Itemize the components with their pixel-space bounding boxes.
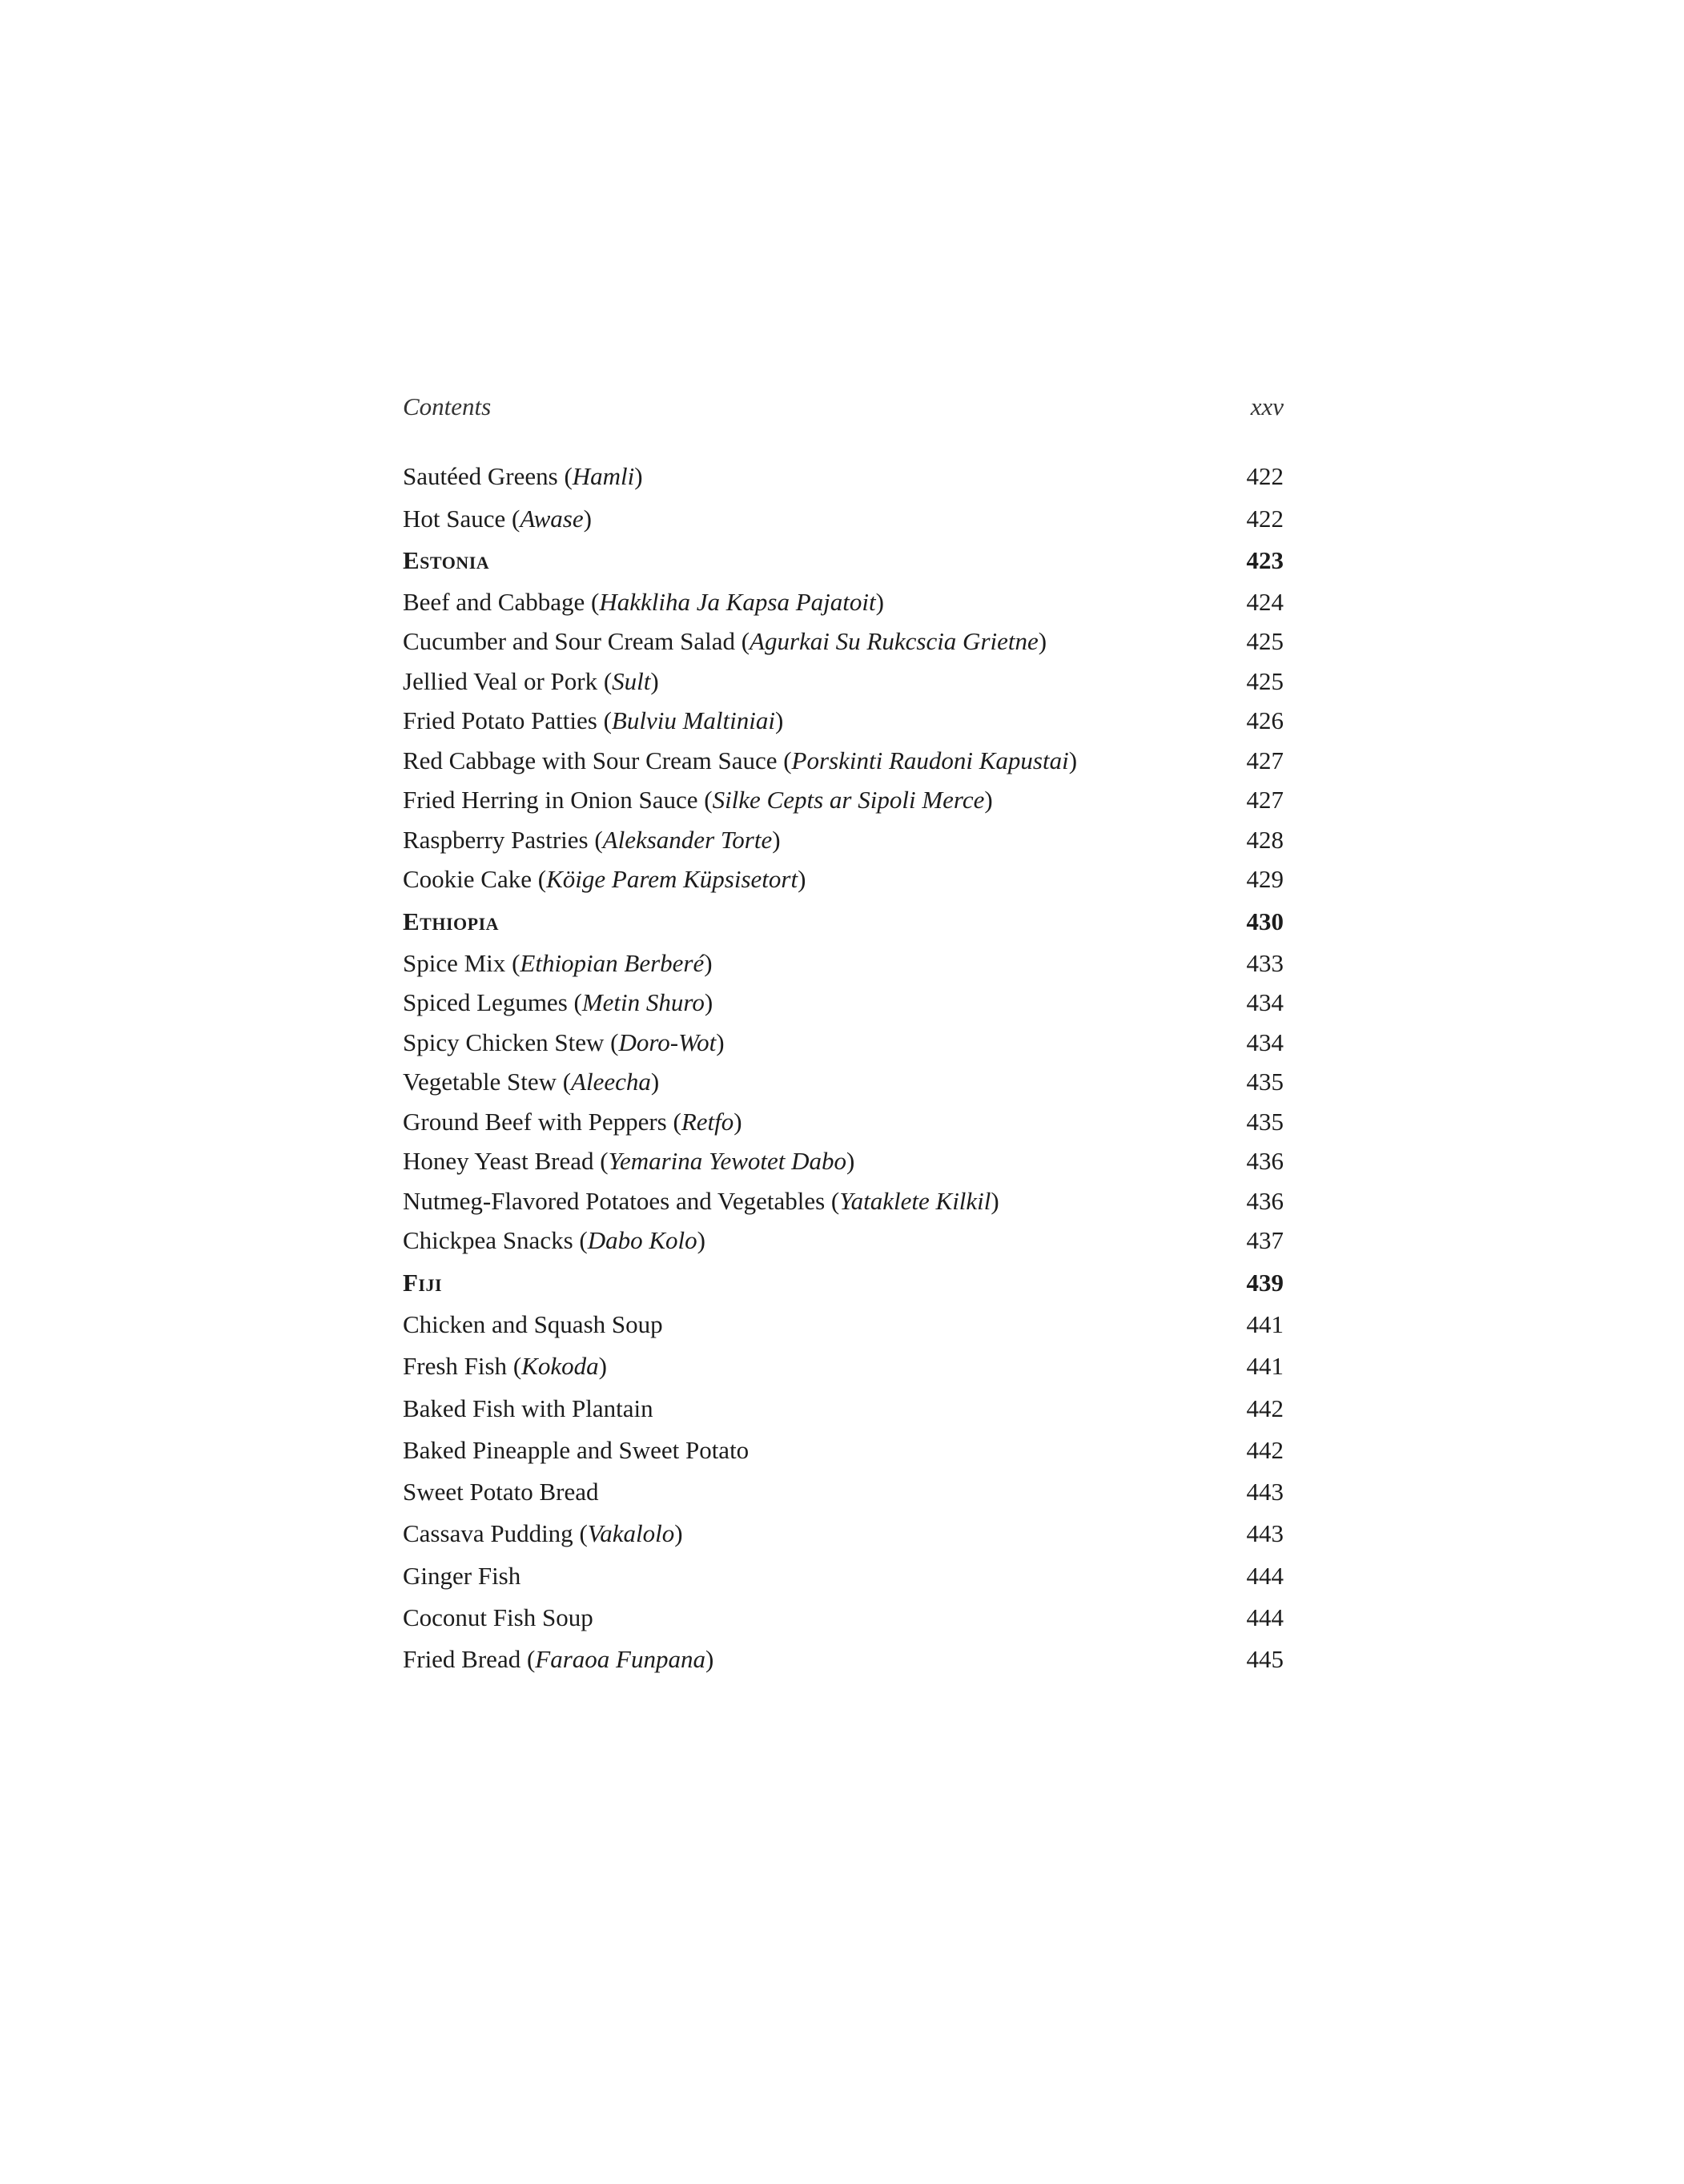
open-paren: (: [520, 1645, 536, 1673]
open-paren: (: [777, 746, 792, 774]
native-name: Yataklete Kilkil: [839, 1187, 991, 1215]
toc-entry: [403, 1143, 1284, 1180]
entry-title: Jellied Veal or Pork: [403, 667, 598, 695]
recipe-title: [403, 1432, 749, 1469]
toc-entry: [403, 1104, 1284, 1140]
open-paren: (: [666, 1108, 681, 1136]
page-number: 441: [1246, 1352, 1284, 1380]
toc-entry: [403, 1432, 1284, 1469]
toc-entry: [403, 1558, 1284, 1595]
toc-entry: [403, 945, 1284, 982]
open-paren: (: [557, 462, 573, 490]
open-paren: (: [588, 826, 603, 854]
toc-entry: [403, 822, 1284, 859]
native-name: Aleksander Torte: [602, 826, 773, 854]
native-name: Retfo: [681, 1108, 734, 1136]
running-head-title: Contents: [403, 392, 492, 420]
close-paren: ): [798, 865, 806, 893]
entry-title: Fried Bread: [403, 1645, 521, 1673]
recipe-title: [403, 663, 659, 700]
entry-title: Vegetable Stew: [403, 1068, 557, 1096]
entry-title: Fiji: [403, 1269, 443, 1297]
running-head-folio: xxv: [1250, 392, 1284, 420]
toc-entry: [403, 663, 1284, 700]
entry-title: Baked Fish with Plantain: [403, 1394, 653, 1422]
entry-title: Beef and Cabbage: [403, 588, 585, 616]
recipe-title: [403, 1474, 599, 1510]
close-paren: ): [634, 462, 643, 490]
native-name: Sult: [612, 667, 651, 695]
page-number: 444: [1246, 1562, 1284, 1590]
recipe-title: [403, 782, 993, 818]
open-paren: (: [697, 786, 713, 814]
entry-title: Cookie Cake: [403, 865, 532, 893]
recipe-title: [403, 1222, 705, 1259]
native-name: Vakalolo: [587, 1519, 675, 1547]
toc-country-heading: [403, 1265, 1284, 1301]
country-name: [403, 903, 499, 940]
entry-title: Fried Potato Patties: [403, 706, 597, 734]
toc-country-heading: [403, 903, 1284, 940]
page-number: 422: [1246, 505, 1284, 533]
page-number: 426: [1246, 706, 1284, 734]
page-number: 436: [1246, 1187, 1284, 1215]
close-paren: ): [1038, 627, 1047, 655]
toc-entry: [403, 984, 1284, 1021]
entry-title: Spice Mix: [403, 949, 506, 977]
close-paren: ): [650, 667, 659, 695]
recipe-title: [403, 702, 783, 739]
toc-entry: [403, 1183, 1284, 1220]
entry-title: Spicy Chicken Stew: [403, 1028, 605, 1056]
open-paren: (: [505, 949, 520, 977]
recipe-title: [403, 458, 643, 495]
native-name: Agurkai Su Rukcscia Grietne: [750, 627, 1039, 655]
toc-entry: [403, 1515, 1284, 1552]
page-number: 441: [1246, 1310, 1284, 1338]
toc-entry: [403, 584, 1284, 621]
entry-title: Nutmeg-Flavored Potatoes and Vegetables: [403, 1187, 826, 1215]
table-of-contents: [403, 0, 1284, 2184]
page-number: 435: [1246, 1108, 1284, 1136]
recipe-title: [403, 861, 806, 898]
page-number: 442: [1246, 1436, 1284, 1464]
toc-country-heading: [403, 542, 1284, 579]
recipe-title: [403, 1348, 607, 1385]
entry-title: Estonia: [403, 546, 490, 574]
toc-entry: [403, 1306, 1284, 1343]
page-number: 444: [1246, 1603, 1284, 1631]
entry-title: Chickpea Snacks: [403, 1226, 573, 1254]
recipe-title: [403, 1558, 520, 1595]
toc-entry: [403, 1474, 1284, 1510]
open-paren: (: [734, 627, 750, 655]
open-paren: (: [825, 1187, 840, 1215]
toc-entry: [403, 1222, 1284, 1259]
toc-entry: [403, 1348, 1284, 1385]
recipe-title: [403, 1183, 999, 1220]
native-name: Kokoda: [521, 1352, 599, 1380]
open-paren: (: [507, 1352, 522, 1380]
page-number: 434: [1246, 988, 1284, 1016]
page-number: 424: [1246, 588, 1284, 616]
recipe-title: [403, 945, 713, 982]
page-number: 435: [1246, 1068, 1284, 1096]
close-paren: ): [583, 505, 592, 533]
native-name: Ethiopian Berberé: [520, 949, 705, 977]
page-number: 443: [1246, 1478, 1284, 1506]
close-paren: ): [705, 1645, 714, 1673]
open-paren: (: [505, 505, 520, 533]
page-number: 428: [1246, 826, 1284, 854]
recipe-title: [403, 584, 884, 621]
recipe-title: [403, 1599, 593, 1636]
recipe-title: [403, 1641, 713, 1678]
open-paren: (: [573, 1519, 588, 1547]
entry-title: Raspberry Pastries: [403, 826, 589, 854]
native-name: Hamli: [572, 462, 635, 490]
page-number: 423: [1246, 546, 1284, 574]
page-number: 445: [1246, 1645, 1284, 1673]
native-name: Dabo Kolo: [587, 1226, 697, 1254]
toc-entry: [403, 1390, 1284, 1427]
close-paren: ): [697, 1226, 705, 1254]
page-number: 443: [1246, 1519, 1284, 1547]
native-name: Köige Parem Küpsisetort: [546, 865, 798, 893]
toc-entry: [403, 458, 1284, 495]
recipe-title: [403, 1024, 725, 1061]
toc-entry: [403, 623, 1284, 660]
entry-title: Ethiopia: [403, 907, 500, 935]
entry-title: Sautéed Greens: [403, 462, 558, 490]
close-paren: ): [716, 1028, 725, 1056]
native-name: Hakkliha Ja Kapsa Pajatoit: [599, 588, 876, 616]
page-number: 422: [1246, 462, 1284, 490]
entry-title: Sweet Potato Bread: [403, 1478, 599, 1506]
entry-title: Cucumber and Sour Cream Salad: [403, 627, 735, 655]
open-paren: (: [567, 988, 582, 1016]
toc-entry: [403, 782, 1284, 818]
page-number: 430: [1246, 907, 1284, 935]
recipe-title: [403, 501, 592, 537]
recipe-title: [403, 1143, 854, 1180]
open-paren: (: [593, 1147, 609, 1175]
native-name: Aleecha: [571, 1068, 651, 1096]
close-paren: ): [674, 1519, 683, 1547]
toc-entry: [403, 1599, 1284, 1636]
native-name: Awase: [520, 505, 584, 533]
open-paren: (: [604, 1028, 619, 1056]
page-number: 427: [1246, 786, 1284, 814]
close-paren: ): [846, 1147, 855, 1175]
entry-title: Spiced Legumes: [403, 988, 568, 1016]
country-name: [403, 542, 489, 579]
recipe-title: [403, 1104, 742, 1140]
native-name: Bulviu Maltiniai: [611, 706, 775, 734]
toc-entry: [403, 1641, 1284, 1678]
entry-title: Fried Herring in Onion Sauce: [403, 786, 698, 814]
entry-title: Cassava Pudding: [403, 1519, 573, 1547]
entry-title: Honey Yeast Bread: [403, 1147, 594, 1175]
close-paren: ): [704, 988, 713, 1016]
close-paren: ): [650, 1068, 660, 1096]
page-number: 427: [1246, 746, 1284, 774]
close-paren: ): [598, 1352, 607, 1380]
native-name: Silke Cepts ar Sipoli Merce: [712, 786, 985, 814]
close-paren: ): [733, 1108, 742, 1136]
toc-entry: [403, 1024, 1284, 1061]
toc-entry: [403, 1064, 1284, 1100]
native-name: Doro-Wot: [618, 1028, 717, 1056]
page-number: 442: [1246, 1394, 1284, 1422]
open-paren: (: [532, 865, 547, 893]
page-number: 425: [1246, 627, 1284, 655]
country-name: [403, 1265, 442, 1301]
recipe-title: [403, 1515, 683, 1552]
recipe-title: [403, 1390, 653, 1427]
entry-title: Baked Pineapple and Sweet Potato: [403, 1436, 750, 1464]
recipe-title: [403, 1306, 663, 1343]
entry-title: Fresh Fish: [403, 1352, 508, 1380]
recipe-title: [403, 1064, 659, 1100]
toc-entry: [403, 702, 1284, 739]
entry-title: Hot Sauce: [403, 505, 506, 533]
toc-entry: [403, 742, 1284, 779]
page-number: 433: [1246, 949, 1284, 977]
close-paren: ): [772, 826, 781, 854]
native-name: Yemarina Yewotet Dabo: [608, 1147, 846, 1175]
open-paren: (: [573, 1226, 588, 1254]
close-paren: ): [875, 588, 884, 616]
entry-title: Ginger Fish: [403, 1562, 521, 1590]
entry-title: Coconut Fish Soup: [403, 1603, 593, 1631]
close-paren: ): [774, 706, 784, 734]
page-number: 425: [1246, 667, 1284, 695]
native-name: Metin Shuro: [581, 988, 705, 1016]
close-paren: ): [991, 1187, 999, 1215]
open-paren: (: [585, 588, 600, 616]
recipe-title: [403, 623, 1047, 660]
close-paren: ): [704, 949, 713, 977]
entry-title: Chicken and Squash Soup: [403, 1310, 663, 1338]
open-paren: (: [597, 706, 612, 734]
recipe-title: [403, 984, 713, 1021]
toc-entry: [403, 501, 1284, 537]
close-paren: ): [984, 786, 993, 814]
page-number: 436: [1246, 1147, 1284, 1175]
toc-entry: [403, 861, 1284, 898]
page-number: 437: [1246, 1226, 1284, 1254]
open-paren: (: [556, 1068, 572, 1096]
recipe-title: [403, 822, 781, 859]
page-number: 429: [1246, 865, 1284, 893]
native-name: Porskinti Raudoni Kapustai: [791, 746, 1069, 774]
page-number: 439: [1246, 1269, 1284, 1297]
entry-title: Ground Beef with Peppers: [403, 1108, 667, 1136]
page-number: 434: [1246, 1028, 1284, 1056]
close-paren: ): [1068, 746, 1078, 774]
entry-title: Red Cabbage with Sour Cream Sauce: [403, 746, 778, 774]
native-name: Faraoa Funpana: [535, 1645, 705, 1673]
open-paren: (: [597, 667, 613, 695]
recipe-title: [403, 742, 1077, 779]
